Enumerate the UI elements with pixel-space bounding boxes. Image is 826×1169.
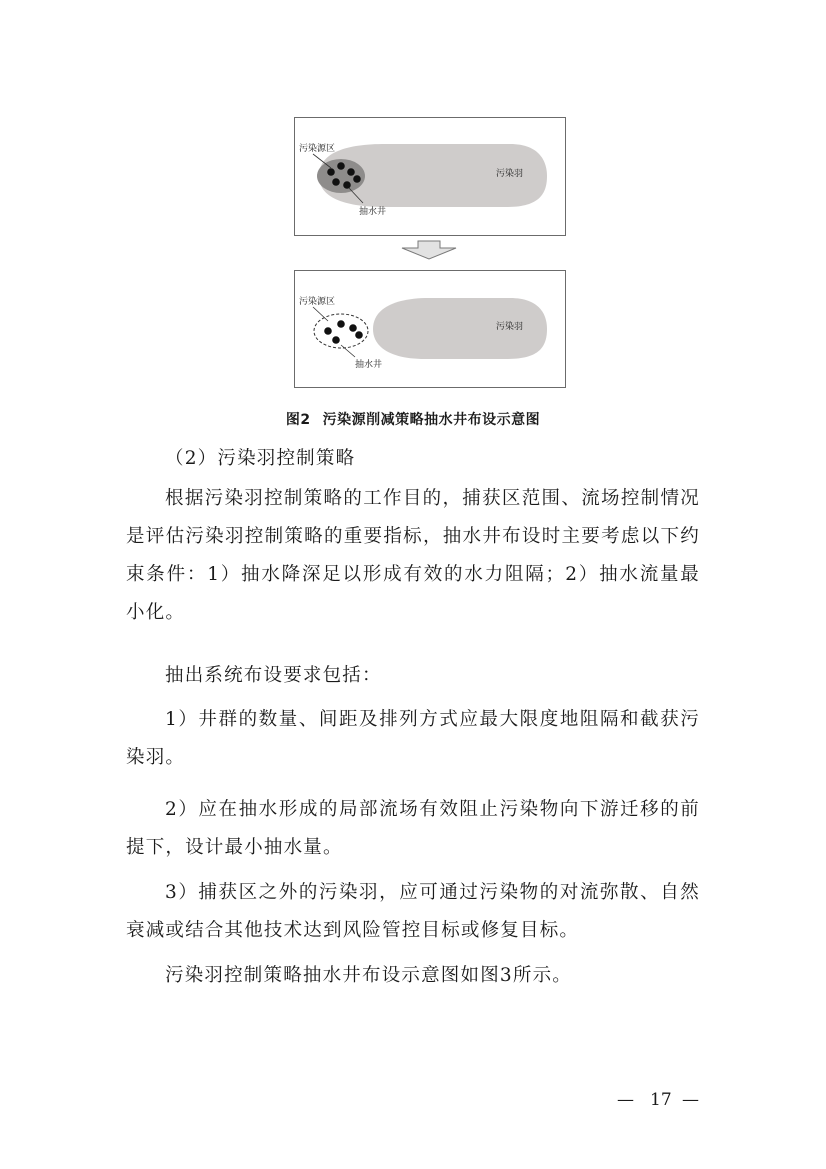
pumping-well-dot bbox=[337, 320, 345, 328]
requirement-item-1: 1）井群的数量、间距及排列方式应最大限度地阻隔和截获污染羽。 bbox=[126, 709, 700, 768]
source-zone-outline bbox=[314, 314, 368, 348]
source-zone-label: 污染源区 bbox=[299, 297, 336, 307]
plume-diagram-after bbox=[295, 271, 565, 387]
section-heading: （2）污染羽控制策略 bbox=[165, 448, 356, 469]
pumping-well-dot bbox=[355, 331, 363, 339]
plume-label: 污染羽 bbox=[496, 169, 524, 179]
body-paragraph-3: 污染羽控制策略抽水井布设示意图如图3所示。 bbox=[165, 965, 572, 986]
pumping-well-dot bbox=[347, 168, 355, 176]
source-leader-line bbox=[313, 307, 328, 321]
pumping-well-dot bbox=[332, 178, 340, 186]
pumping-well-dot bbox=[337, 162, 345, 170]
plume-label: 污染羽 bbox=[496, 322, 524, 332]
requirement-item-2: 2）应在抽水形成的局部流场有效阻止污染物向下游迁移的前提下，设计最小抽水量。 bbox=[126, 799, 700, 858]
figure-panel-before bbox=[294, 117, 566, 236]
page-number: 17 bbox=[650, 1090, 672, 1110]
requirement-item-3: 3）捕获区之外的污染羽，应可通过污染物的对流弥散、自然衰减或结合其他技术达到风险管控目标或修复目标。 bbox=[126, 882, 700, 941]
body-paragraph-1: 根据污染羽控制策略的工作目的，捕获区范围、流场控制情况是评估污染羽控制策略的重要指标，抽水井布设时主要考虑以下约束条件：1）抽水降深足以形成有效的水力阻隔；2）抽水流量最小化。 bbox=[126, 488, 700, 623]
figure-caption bbox=[0, 409, 826, 429]
page-number-dash-right: — bbox=[682, 1090, 699, 1110]
figure-caption-text: 污染源削减策略抽水井布设示意图 bbox=[322, 412, 541, 428]
well-leader-line bbox=[341, 345, 355, 357]
pumping-well-dot bbox=[324, 327, 332, 335]
figure-panel-after bbox=[294, 270, 566, 388]
well-label: 抽水井 bbox=[359, 207, 387, 217]
down-arrow-icon bbox=[400, 240, 458, 260]
pumping-well-dot bbox=[343, 181, 351, 189]
plume-diagram-before bbox=[295, 118, 565, 235]
figure-number: 图2 bbox=[285, 412, 311, 428]
pumping-well-dot bbox=[332, 336, 340, 344]
well-label: 抽水井 bbox=[355, 360, 383, 370]
pumping-well-dot bbox=[353, 175, 361, 183]
pumping-well-dot bbox=[349, 324, 357, 332]
body-paragraph-2: 抽出系统布设要求包括： bbox=[165, 665, 382, 686]
pumping-well-dot bbox=[327, 168, 335, 176]
source-zone-label: 污染源区 bbox=[299, 144, 336, 154]
page-number-dash-left: — bbox=[617, 1090, 634, 1110]
